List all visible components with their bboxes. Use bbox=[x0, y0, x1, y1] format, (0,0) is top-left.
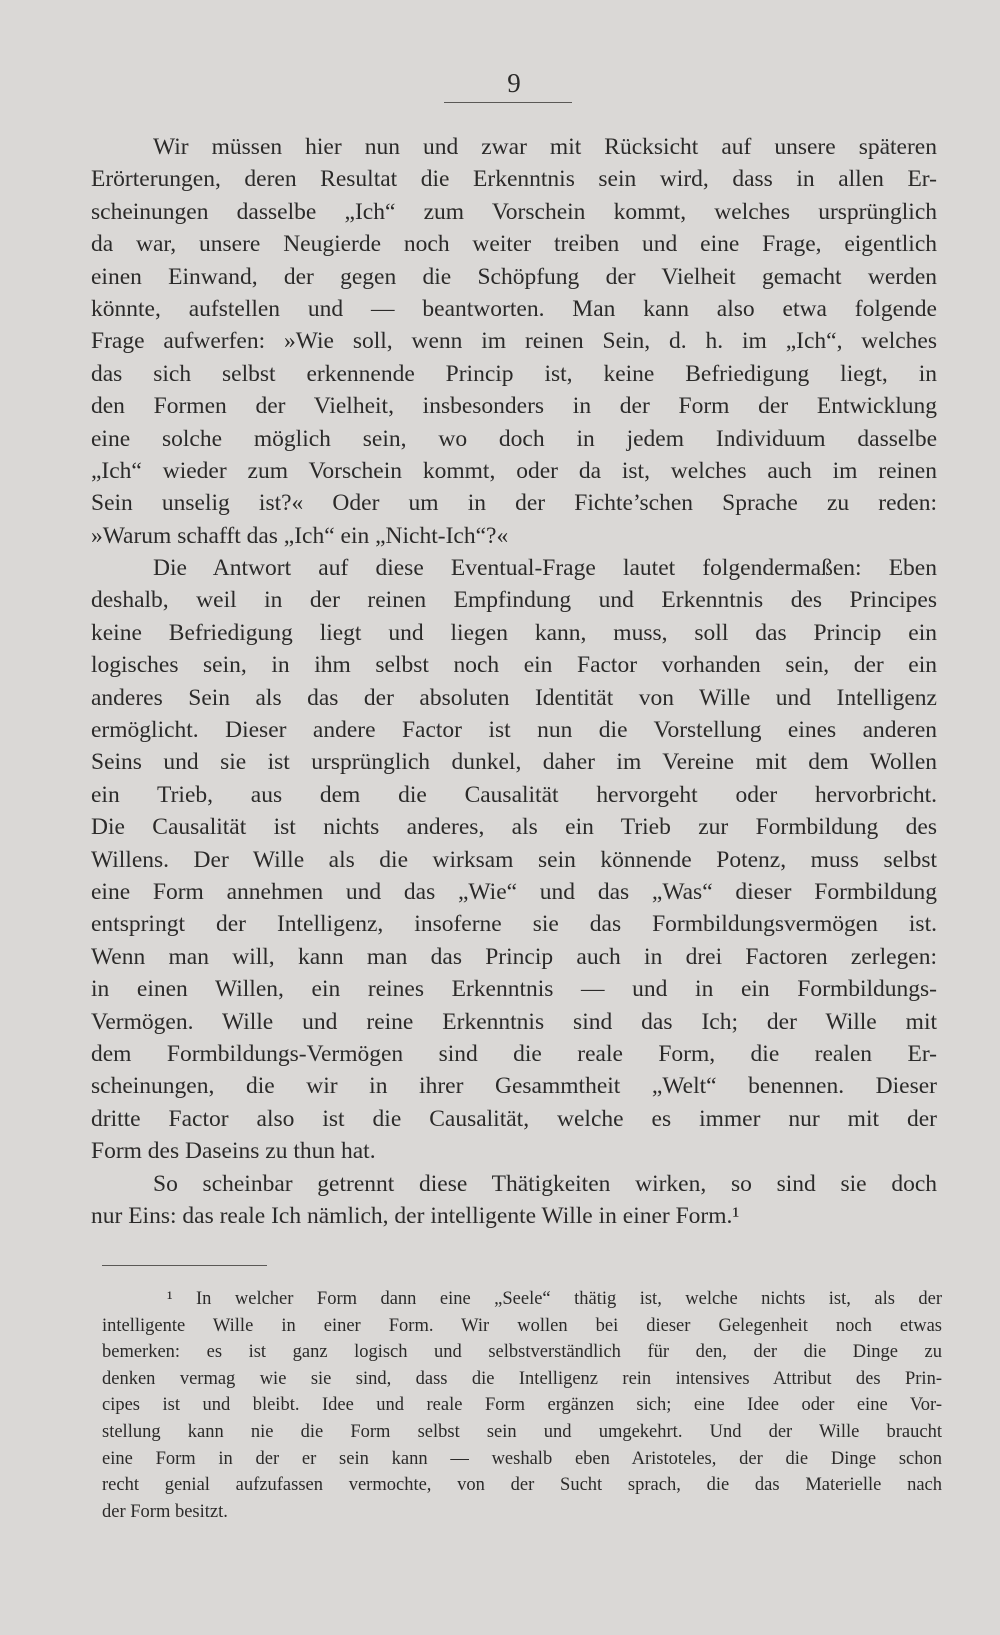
text-line: da war, unsere Neugierde noch weiter treiben und eine Frage, eigentlich bbox=[91, 231, 937, 258]
footnote-line: eine Form in der er sein kann — weshalb eben Aristoteles, der die Dinge schon bbox=[102, 1448, 942, 1469]
text-line: Vermögen. Wille und reine Erkenntnis sind das Ich; der Wille mit bbox=[91, 1008, 937, 1035]
text-line: nur Eins: das reale Ich nämlich, der intelligente Wille in einer Form.¹ bbox=[91, 1202, 740, 1229]
footnote-line: stellung kann nie die Form selbst sein und umgekehrt. Und der Wille braucht bbox=[102, 1421, 942, 1442]
text-line: anderes Sein als das der absoluten Identität von Wille und Intelligenz bbox=[91, 684, 937, 711]
footnote-line: der Form besitzt. bbox=[102, 1501, 228, 1522]
text-line: Form des Daseins zu thun hat. bbox=[91, 1138, 376, 1165]
text-line: entspringt der Intelligenz, insoferne sie das Formbildungsvermögen ist. bbox=[91, 911, 937, 938]
text-line: deshalb, weil in der reinen Empfindung und Erkenntnis des Principes bbox=[91, 587, 937, 614]
text-line: scheinungen dasselbe „Ich“ zum Vorschein kommt, welches ursprünglich bbox=[91, 198, 937, 225]
text-line: dem Formbildungs-Vermögen sind die reale Form, die realen Er- bbox=[91, 1040, 937, 1067]
text-line: keine Befriedigung liegt und liegen kann, muss, soll das Princip ein bbox=[91, 619, 937, 646]
text-line: Die Causalität ist nichts anderes, als ein Trieb zur Formbildung des bbox=[91, 814, 937, 841]
text-line: in einen Willen, ein reines Erkenntnis — und in ein Formbildungs- bbox=[91, 976, 937, 1003]
header-rule bbox=[444, 102, 572, 103]
text-line: Frage aufwerfen: »Wie soll, wenn im reinen Sein, d. h. im „Ich“, welches bbox=[91, 328, 937, 355]
footnote-rule bbox=[102, 1265, 267, 1266]
page-number: 9 bbox=[507, 68, 521, 98]
footnote-line: cipes ist und bleibt. Idee und reale Form ergänzen sich; eine Idee oder eine Vor- bbox=[102, 1395, 942, 1416]
text-line: eine solche möglich sein, wo doch in jedem Individuum dasselbe bbox=[91, 425, 937, 452]
text-line: den Formen der Vielheit, insbesonders in der Form der Entwicklung bbox=[91, 393, 937, 420]
text-line: logisches sein, in ihm selbst noch ein Factor vorhanden sein, der ein bbox=[91, 652, 937, 679]
main-text bbox=[91, 131, 937, 1232]
text-line: einen Einwand, der gegen die Schöpfung der Vielheit gemacht werden bbox=[91, 263, 937, 290]
text-line: Wir müssen hier nun und zwar mit Rücksicht auf unsere späteren bbox=[153, 134, 937, 160]
text-line: Willens. Der Wille als die wirksam sein könnende Potenz, muss selbst bbox=[91, 846, 937, 873]
text-line: ermöglicht. Dieser andere Factor ist nun die Vorstellung eines anderen bbox=[91, 717, 937, 744]
footnote bbox=[102, 1286, 942, 1525]
text-line: Sein unselig ist?« Oder um in der Fichte’schen Sprache zu reden: bbox=[91, 490, 937, 517]
text-line: Die Antwort auf diese Eventual-Frage lautet folgendermaßen: Eben bbox=[153, 555, 937, 582]
text-line: „Ich“ wieder zum Vorschein kommt, oder da ist, welches auch im reinen bbox=[91, 457, 937, 484]
footnote-line: denken vermag wie sie sind, dass die Intelligenz rein intensives Attribut des Prin- bbox=[102, 1368, 942, 1389]
text-line: Erörterungen, deren Resultat die Erkenntnis sein wird, dass in allen Er- bbox=[91, 166, 937, 193]
text-line: scheinungen, die wir in ihrer Gesammtheit „Welt“ benennen. Dieser bbox=[91, 1073, 937, 1100]
text-line: das sich selbst erkennende Princip ist, keine Befriedigung liegt, in bbox=[91, 360, 937, 387]
text-line: Wenn man will, kann man das Princip auch in drei Factoren zerlegen: bbox=[91, 943, 937, 970]
text-line: eine Form annehmen und das „Wie“ und das „Was“ dieser Formbildung bbox=[91, 878, 937, 905]
text-line: So scheinbar getrennt diese Thätigkeiten wirken, so sind sie doch bbox=[153, 1170, 937, 1197]
text-line: Seins und sie ist ursprünglich dunkel, daher im Vereine mit dem Wollen bbox=[91, 749, 937, 776]
footnote-line: intelligente Wille in einer Form. Wir wollen bei dieser Gelegenheit noch etwas bbox=[102, 1315, 942, 1336]
footnote-line: ¹ In welcher Form dann eine „Seele“ thätig ist, welche nichts ist, als der bbox=[167, 1289, 942, 1309]
footnote-line: bemerken: es ist ganz logisch und selbstverständlich für den, der die Dinge zu bbox=[102, 1342, 942, 1363]
text-line: dritte Factor also ist die Causalität, welche es immer nur mit der bbox=[91, 1105, 937, 1132]
text-line: »Warum schafft das „Ich“ ein „Nicht-Ich“?« bbox=[91, 522, 509, 549]
footnote-line: recht genial aufzufassen vermochte, von der Sucht sprach, die das Materielle nach bbox=[102, 1475, 942, 1496]
text-line: könnte, aufstellen und — beantworten. Man kann also etwa folgende bbox=[91, 295, 937, 322]
text-line: ein Trieb, aus dem die Causalität hervorgeht oder hervorbricht. bbox=[91, 781, 937, 808]
